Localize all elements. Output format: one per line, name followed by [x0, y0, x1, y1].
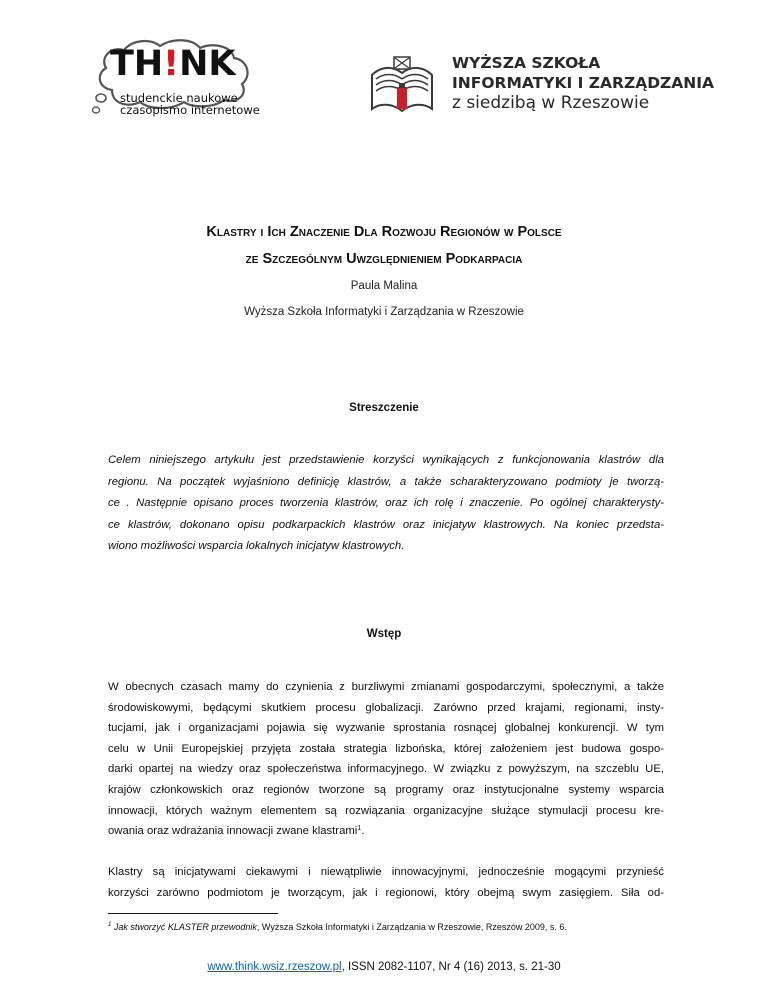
- article-title-line2: ze Szczególnym Uwzględnieniem Podkarpacia: [245, 251, 523, 267]
- intro-line: Klastry są inicjatywami ciekawymi i niewątpliwie innowacyjnymi, jednocześnie mogącymi przynieść: [108, 866, 664, 878]
- think-wordmark: TH!NK: [110, 44, 236, 84]
- page-footer: www.think.wsiz.rzeszow.pl, ISSN 2082-1107, Nr 4 (16) 2013, s. 21-30: [207, 961, 561, 973]
- intro-line: krajów członkowskich oraz regionów tworzone są programy oraz instytucjonalne systemy wsparcia: [108, 783, 664, 796]
- wsiz-name-line2: INFORMATYKI I ZARZĄDZANIA: [452, 74, 715, 92]
- abstract-line: Celem niniejszego artykułu jest przedstawienie korzyści wynikających z funkcjonowania klastrów dla: [108, 454, 664, 466]
- abstract-line: ce klastrów, dokonano opisu podkarpackich klastrów oraz inicjatyw klastrowych. Na koniec przedsta-: [108, 518, 664, 531]
- wsiz-name-line1: WYŻSZA SZKOŁA: [452, 54, 601, 72]
- abstract-line: regionu. Na początek wyjaśniono definicję klastrów, a także scharakteryzowano podmioty je tworzą-: [108, 475, 664, 488]
- abstract-line: ce . Następnie opisano proces tworzenia klastrów, oraz ich rolę i znaczenie. Po ogólnej charakterysty-: [108, 497, 664, 509]
- wsiz-logo: [366, 53, 718, 119]
- intro-line-last: owania oraz wdrażania innowacji zwane klastrami$^1$.: [108, 825, 365, 838]
- abstract-line: wiono możliwości wsparcia lokalnych inicjatyw klastrowych.: [108, 540, 405, 552]
- intro-line: środowiskowymi, będącymi skutkiem procesu globalizacji. Zarówno przed krajami, regionami, insty-: [108, 701, 664, 714]
- footnote-reference[interactable]: 1: [357, 825, 362, 833]
- abstract-heading: Streszczenie: [349, 402, 419, 414]
- think-subtitle-line1: studenckie naukowe: [120, 91, 238, 105]
- footnote: $^1$ Jak stworzyć KLASTER przewodnik, Wyższa Szkoła Informatyki i Zarządzania w Rzeszowie, Rzeszów 2009, s. 6.: [108, 922, 567, 932]
- author-name: Paula Malina: [350, 280, 418, 292]
- intro-paragraph-1: [108, 677, 664, 842]
- intro-line: tucjami, jak i organizacjami pojawia się wyzwanie sprostania rosnącej globalnej konkurencji. W tym: [108, 722, 664, 735]
- footnote-divider: [108, 913, 278, 914]
- think-logo: [92, 38, 268, 122]
- intro-heading: Wstęp: [366, 628, 402, 640]
- intro-line: innowacji, których ważnym elementem są rozwiązania organizacyjne służące stymulacji procesu kre-: [108, 804, 664, 817]
- intro-line: W obecnych czasach mamy do czynienia z burzliwymi zmianami gospodarczymi, społecznymi, a także: [108, 681, 664, 693]
- intro-line: celu w Unii Europejskiej przyjęta została strategia lizbońska, której założeniem jest budowa gospo-: [108, 742, 664, 755]
- intro-line: korzyści zarówno podmiotom je tworzącym, jak i regionowi, który obejmą swym zasięgiem. Siła od-: [108, 886, 664, 899]
- intro-line: darki opartej na wiedzy oraz społeczeństwa informacyjnego. W związku z powyższym, na szczeblu UE,: [108, 763, 664, 776]
- intro-paragraph-2: [108, 862, 664, 903]
- university-emblem-icon: [366, 53, 438, 119]
- footnote-title: Jak stworzyć KLASTER przewodnik: [113, 922, 257, 932]
- think-subtitle-line2: czasopismo internetowe: [120, 103, 260, 117]
- wsiz-name-line3: z siedzibą w Rzeszowie: [452, 93, 650, 113]
- journal-website-link[interactable]: www.think.wsiz.rzeszow.pl: [207, 961, 342, 973]
- author-affiliation: Wyższa Szkoła Informatyki i Zarządzania w Rzeszowie: [244, 306, 524, 318]
- article-title-line1: Klastry i Ich Znaczenie Dla Rozwoju Regionów w Polsce: [206, 224, 562, 240]
- abstract-body: [108, 450, 664, 558]
